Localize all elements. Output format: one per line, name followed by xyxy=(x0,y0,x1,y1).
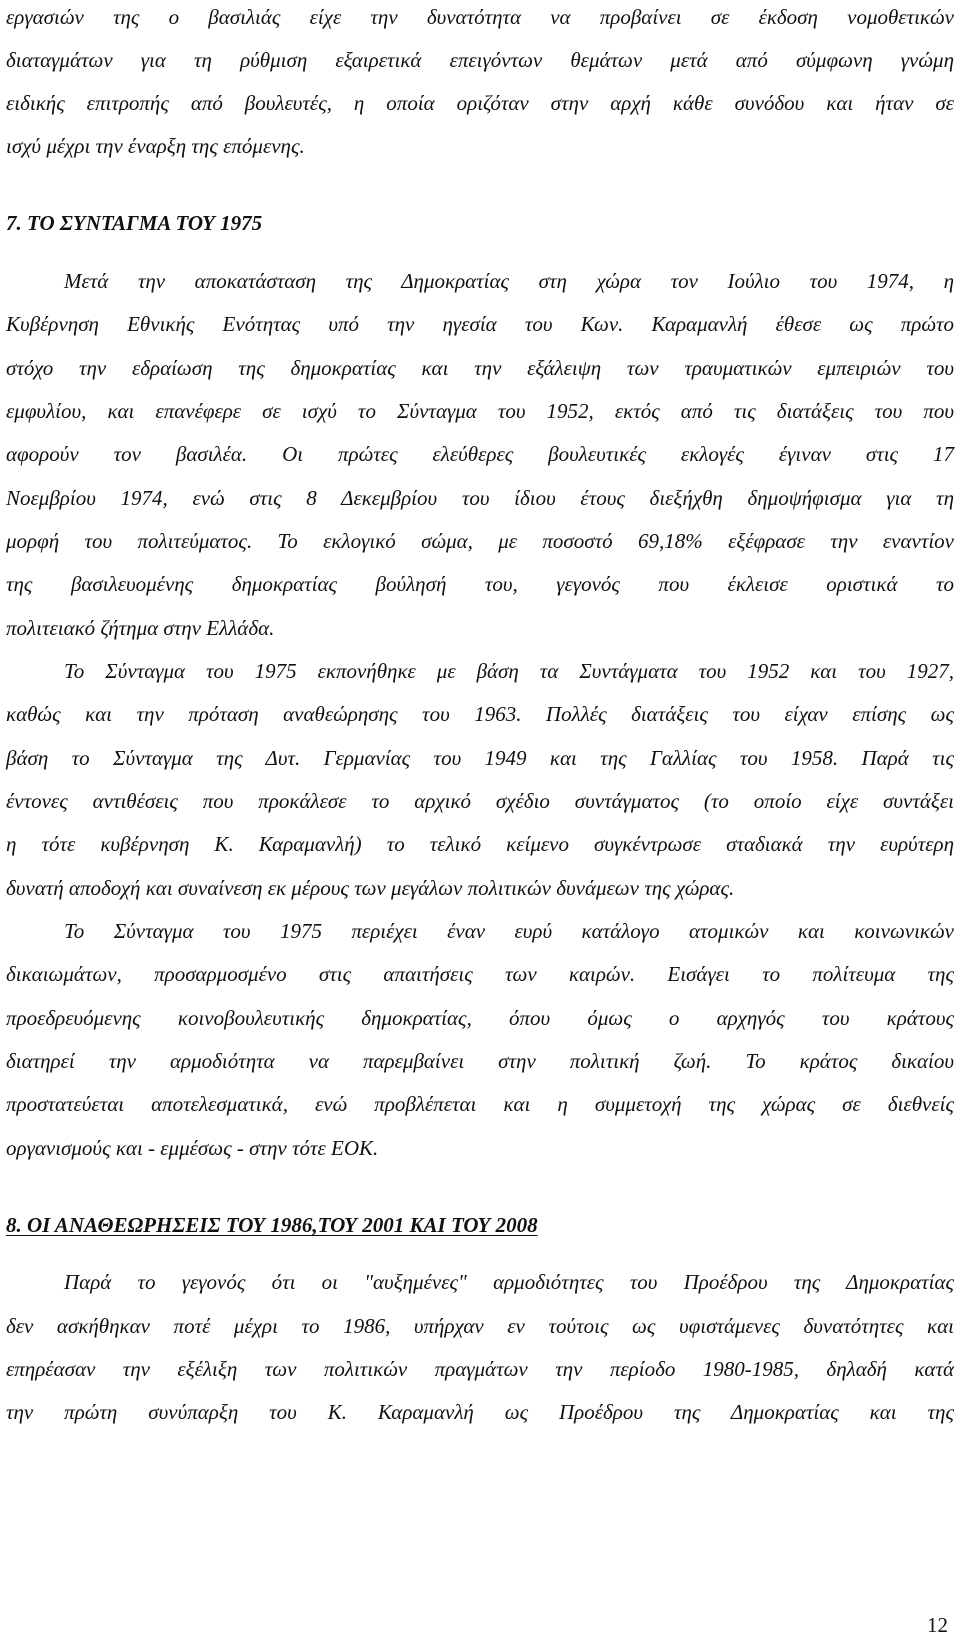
s7-p3-line-2: δικαιωμάτων, προσαρμοσμένο στις απαιτήσεις των καιρών. Εισάγει το πολίτευμα της xyxy=(6,962,954,986)
s7-p1-line-5: αφορούν τον βασιλέα. Οι πρώτες ελεύθερες βουλευτικές εκλογές έγιναν στις 17 xyxy=(6,442,954,466)
intro-line-3: ειδικής επιτροπής από βουλευτές, η οποία οριζόταν στην αρχή κάθε συνόδου και ήταν σε xyxy=(6,91,954,115)
s7-p3-line-5: προστατεύεται αποτελεσματικά, ενώ προβλέπεται και η συμμετοχή της χώρας σε διεθνείς xyxy=(6,1092,954,1116)
s7-p3-line-4: διατηρεί την αρμοδιότητα να παρεμβαίνει στην πολιτική ζωή. Το κράτος δικαίου xyxy=(6,1049,954,1073)
s7-p1-line-8: της βασιλευομένης δημοκρατίας βούλησή του, γεγονός που έκλεισε οριστικά το xyxy=(6,572,954,596)
s7-p1-line-1: Μετά την αποκατάσταση της Δημοκρατίας στη χώρα τον Ιούλιο του 1974, η xyxy=(64,269,954,293)
page-number: 12 xyxy=(927,1613,948,1637)
s7-p2-line-3: βάση το Σύνταγμα της Δυτ. Γερμανίας του 1949 και της Γαλλίας του 1958. Παρά τις xyxy=(6,746,954,770)
s7-p1-line-6: Νοεμβρίου 1974, ενώ στις 8 Δεκεμβρίου του ίδιου έτους διεξήχθη δημοψήφισμα για τη xyxy=(6,486,954,510)
intro-line-4: ισχύ μέχρι την έναρξη της επόμενης. xyxy=(6,134,305,158)
s8-p1-line-3: επηρέασαν την εξέλιξη των πολιτικών πραγμάτων την περίοδο 1980-1985, δηλαδή κατά xyxy=(6,1357,954,1381)
s7-p3-line-3: προεδρευόμενης κοινοβουλευτικής δημοκρατίας, όπου όμως ο αρχηγός του κράτους xyxy=(6,1006,954,1030)
s8-p1-line-2: δεν ασκήθηκαν ποτέ μέχρι το 1986, υπήρχαν εν τούτοις ως υφιστάμενες δυνατότητες και xyxy=(6,1314,954,1338)
s7-p1-line-2: Κυβέρνηση Εθνικής Ενότητας υπό την ηγεσία του Κων. Καραμανλή έθεσε ως πρώτο xyxy=(6,312,954,336)
s7-p1-line-3: στόχο την εδραίωση της δημοκρατίας και την εξάλειψη των τραυματικών εμπειριών του xyxy=(6,356,954,380)
section-7-heading: 7. ΤΟ ΣΥΝΤΑΓΜΑ ΤΟΥ 1975 xyxy=(6,211,263,235)
s7-p1-line-9: πολιτειακό ζήτημα στην Ελλάδα. xyxy=(6,616,275,640)
s7-p2-line-5: η τότε κυβέρνηση Κ. Καραμανλή) το τελικό κείμενο συγκέντρωσε σταδιακά την ευρύτερη xyxy=(6,832,954,856)
s7-p2-line-2: καθώς και την πρόταση αναθεώρησης του 1963. Πολλές διατάξεις του είχαν επίσης ως xyxy=(6,702,954,726)
s7-p2-line-6: δυνατή αποδοχή και συναίνεση εκ μέρους των μεγάλων πολιτικών δυνάμεων της χώρας. xyxy=(6,876,735,900)
s7-p3-line-1: Το Σύνταγμα του 1975 περιέχει έναν ευρύ κατάλογο ατομικών και κοινωνικών xyxy=(64,919,954,943)
s7-p1-line-7: μορφή του πολιτεύματος. Το εκλογικό σώμα, με ποσοστό 69,18% εξέφρασε την εναντίον xyxy=(6,529,954,553)
s7-p1-line-4: εμφυλίου, και επανέφερε σε ισχύ το Σύνταγμα του 1952, εκτός από τις διατάξεις του που xyxy=(6,399,954,423)
s8-p1-line-4: την πρώτη συνύπαρξη του Κ. Καραμανλή ως Προέδρου της Δημοκρατίας και της xyxy=(6,1400,954,1424)
section-8-heading: 8. ΟΙ ΑΝΑΘΕΩΡΗΣΕΙΣ ΤΟΥ 1986,ΤΟΥ 2001 ΚΑΙ ΤΟΥ 2008 xyxy=(6,1213,538,1237)
intro-line-1: εργασιών της ο βασιλιάς είχε την δυνατότητα να προβαίνει σε έκδοση νομοθετικών xyxy=(6,5,954,29)
s8-p1-line-1: Παρά το γεγονός ότι οι "αυξημένες" αρμοδιότητες του Προέδρου της Δημοκρατίας xyxy=(64,1270,954,1294)
s7-p2-line-4: έντονες αντιθέσεις που προκάλεσε το αρχικό σχέδιο συντάγματος (το οποίο είχε συντάξει xyxy=(6,789,954,813)
intro-line-2: διαταγμάτων για τη ρύθμιση εξαιρετικά επειγόντων θεμάτων μετά από σύμφωνη γνώμη xyxy=(6,48,954,72)
s7-p3-line-6: οργανισμούς και - εμμέσως - στην τότε ΕΟΚ. xyxy=(6,1136,379,1160)
s7-p2-line-1: Το Σύνταγμα του 1975 εκπονήθηκε με βάση τα Συντάγματα του 1952 και του 1927, xyxy=(64,659,954,683)
